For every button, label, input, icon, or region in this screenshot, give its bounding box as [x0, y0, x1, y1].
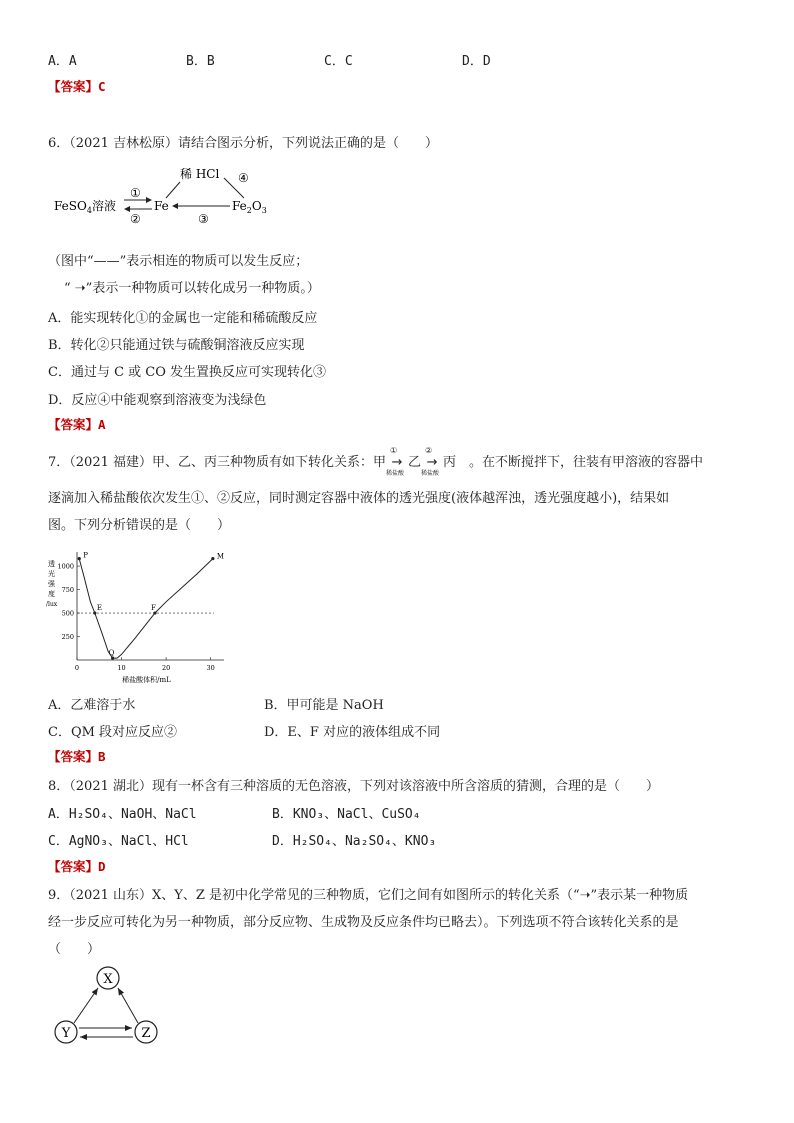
- q7-stem-line-2: 逐滴加入稀盐酸依次发生①、②反应，同时测定容器中液体的透光强度(液体越浑浊，透光强度越小)，结果如: [48, 491, 670, 506]
- svg-text:①: ①: [130, 186, 141, 200]
- q6-note-1: （图中“——”表示相连的物质可以发生反应；: [48, 254, 309, 269]
- chart-point-label-m: M: [216, 552, 225, 561]
- svg-text:③: ③: [198, 212, 209, 226]
- q6-option-a: A．能实现转化①的金属也一定能和稀硫酸反应: [48, 311, 318, 326]
- q7-option-a: A．乙难溶于水: [48, 698, 136, 713]
- q8-option-b: B．KNO₃、NaCl、CuSO₄: [272, 807, 421, 822]
- chart-y-tick-label: 500: [61, 609, 74, 618]
- node-y-label: Y: [61, 1026, 71, 1041]
- q8-option-a: A．H₂SO₄、NaOH、NaCl: [48, 807, 197, 822]
- q7-stem-line-1: 7．（2021 福建）甲、乙、丙三种物质有如下转化关系：甲 ① → 稀盐酸 乙 ② → 稀盐酸 丙 。在不断搅拌下，往装有甲溶液的容器中: [48, 446, 704, 477]
- svg-text:④: ④: [238, 171, 249, 185]
- chart-y-tick-label: 1000: [57, 562, 74, 571]
- chart-xlabel: 稀盐酸体积/mL: [122, 676, 171, 684]
- q8-answer: 【答案】D: [48, 859, 106, 874]
- chart-point-label-q: Q: [108, 649, 115, 658]
- svg-text:稀 HCl: 稀 HCl: [180, 167, 220, 181]
- chart-point-m: [211, 557, 214, 560]
- q6-note-2: “ ➝”表示一种物质可以转化成另一种物质。）: [64, 281, 320, 296]
- q9-stem-line-3: （ ）: [48, 942, 101, 957]
- q5-option-d: D．D: [462, 54, 491, 69]
- q5-option-c: C．C: [324, 54, 353, 69]
- chart-x-tick-label: 10: [117, 664, 126, 672]
- q9-stem-line-2: 经一步反应可转化为另一种物质，部分反应物、生成物及反应条件均已略去）。下列选项不符合该转化关系的是: [48, 915, 679, 930]
- q5-answer: 【答案】C: [48, 79, 106, 94]
- node-z-label: Z: [141, 1026, 151, 1041]
- q7-option-b: B．甲可能是 NaOH: [264, 698, 384, 713]
- q6-diagram: [48, 160, 288, 230]
- q7-stem-line-3: 图。下列分析错误的是（ ）: [48, 518, 231, 533]
- q7-answer: 【答案】B: [48, 749, 106, 764]
- q7-option-d: D．E、F 对应的液体组成不同: [264, 725, 441, 740]
- chart-point-label-p: P: [83, 551, 88, 560]
- q9-diagram: [48, 962, 168, 1052]
- chart-y-tick-label: 250: [61, 633, 74, 642]
- svg-text:Fe: Fe: [154, 199, 169, 213]
- q8-option-c: C．AgNO₃、NaCl、HCl: [48, 834, 189, 849]
- chart-x-tick-label: 30: [206, 664, 215, 672]
- chart-point-label-f: F: [150, 604, 156, 613]
- chart-y-tick-label: 750: [61, 586, 74, 595]
- q8-stem: 8．（2021 湖北）现有一杯含有三种溶质的无色溶液，下列对该溶液中所含溶质的猜测，合理的是（ ）: [48, 779, 659, 794]
- chart-ylabel: 透光强度/lux: [46, 560, 58, 608]
- q7-option-c: C．QM 段对应反应②: [48, 725, 178, 740]
- q5-option-a: A．A: [48, 54, 77, 69]
- q6-option-b: B．转化②只能通过铁与硫酸铜溶液反应实现: [48, 338, 305, 353]
- q6-answer: 【答案】A: [48, 417, 106, 432]
- chart-x-tick-label: 20: [161, 664, 171, 672]
- svg-text:FeSO4溶液: FeSO$_4$溶液: [54, 199, 116, 215]
- svg-text:Fe2O3: $Fe_2O_3$: [232, 199, 267, 215]
- q6-option-d: D．反应④中能观察到溶液变为浅绿色: [48, 393, 267, 408]
- chart-point-p: [78, 557, 81, 560]
- chart-point-label-e: E: [96, 604, 102, 613]
- q5-option-b: B．B: [186, 54, 215, 69]
- q9-stem-line-1: 9．（2021 山东）X、Y、Z 是初中化学常见的三种物质，它们之间有如图所示的转化关系（“➝”表示某一种物质: [48, 888, 689, 903]
- svg-text:②: ②: [130, 212, 141, 226]
- q6-option-c: C．通过与 C 或 CO 发生置换反应可实现转化③: [48, 365, 327, 380]
- chart-x-tick-label: 0: [74, 664, 80, 672]
- node-x-label: X: [103, 972, 113, 987]
- q7-chart: [44, 546, 234, 686]
- q6-stem: 6．（2021 吉林松原）请结合图示分析，下列说法正确的是（ ）: [48, 136, 438, 151]
- q8-option-d: D．H₂SO₄、Na₂SO₄、KNO₃: [272, 834, 437, 849]
